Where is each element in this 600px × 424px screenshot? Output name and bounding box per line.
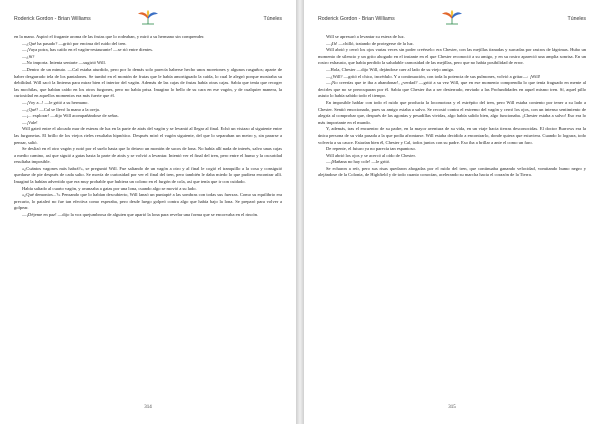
paragraph: en la mano. Aspiró el fragante aroma de las frutas que lo rodeaban, y miró a su hermano sin comprender. — [14, 34, 205, 39]
page-header — [318, 12, 586, 26]
paragraph: —No importa. Intenta sentarte —sugirió Will. — [22, 60, 106, 66]
page-number: 315 — [448, 405, 456, 410]
paragraph: Will gateó entre el alocado mar de esteras de luz en la parte de atrás del vagón y se levantó al llegar al final. Echó un vistazo al siguiente entre las furgonetas. El brillo de los viejos rieles resultaba hipnótico. Después miró el vagón siguiente, del que lo separaban un metro y, sin pararse a pensar, saltó. — [14, 126, 282, 145]
left-page — [0, 0, 296, 424]
paragraph: Se deslizó en el otro vagón y notó por el suelo hasta que lo detuvo un montón de sacos de lona. No había allí nada de interés, salvo unas cajas a medio camino, así que siguió a gatas hasta la parte de atrás y se volvió a levantar. Intentó ver el final del tren, pero entre el humo y la oscuridad resultaba imposible. — [14, 146, 282, 165]
header-author: Roderick Gordon - Brian Williams — [318, 16, 395, 22]
page-number: 314 — [144, 405, 152, 410]
paragraph: Will abrió y cerró los ojos varias veces sin poder creérselo: era Chester, con las mejillas tiznadas y surcadas por rastros de lágrimas. Hubo un momento de silencio y un grito ahogado en el instante en el que Chester reconoció a su amigo, y en su rostro apareció una amplia sonrisa. En un rostro exhausto, que había perdido la saludable carnosidad de las mejillas, pero que no había posibilidad de error. — [318, 47, 586, 66]
paragraph: Will abrió los ojos y se acercó al oído de Chester. — [326, 152, 416, 158]
paragraph: En imposible hablar con todo el ruido que producía la locomotora y el estrépito del tren, pero Will estaba contento por tener a su lado a Chester. Sentió emocionado, pues su amigo estaba a salvo. Se recostó contra el extremo del vagón y cerró los ojos, con un intenso sentimiento de alegría al comprobar que, después de las agonías y pesadillas vividas, algo había salido bien, algo funcionaba. ¡Chester estaba a salvo! Eso era lo más importante en el mundo. — [318, 99, 586, 125]
paragraph: —¡Vale! — [22, 119, 38, 125]
paragraph: —¡Mañana no hay cole! —le gritó. — [326, 159, 391, 165]
paragraph: Will se apresuró a levantar su estera de luz. — [326, 34, 405, 39]
book-gutter — [296, 0, 304, 424]
paragraph: De repente, el futuro ya no parecía tan espantoso. — [326, 146, 416, 152]
page-header — [14, 12, 282, 26]
page-body — [14, 34, 282, 219]
paragraph: —¿Qué? —Cal se llevó la mano a la oreja. — [22, 106, 100, 112]
paragraph: —Dentro de un minuto. —Cal estaba aturdido, pero por lo demás solo parecía haberse hecho unos moretones y algunos rasguños; aparte de haber desgarrado tela de los pantalones. Se tumbó en el montón de frutas que le había amortiguado la caída, lo cual le alegró porque mostraba su debilidad. Will sacó la linterna para mirar bien el interior del vagón. Además de las cajas de frutas había otras cajas. Sabía que tenía que recoger las mochilas, que habían caído en los otros furgones, pero no había prisa. Imagino lo bello de su cara en ese vagón, y de cualquier manera, la curiosidad en aquellos momentos era más fuerte que él. — [14, 66, 282, 99]
page-body — [318, 34, 586, 179]
paragraph: Y, además, tras el encuentro de su padre, en la mayor aventura de su vida, en un viaje hacia tierras desconocidas. El doctor Burrows era la única persona de su vida pasada a la que podía afrontarse. Will estaba decidido a encontrarlo, donde quiera que estuviera. Cuando lo lograra, todo volvería a su cauce. Estarían bien él, Chester y Cal, todos juntos con su padre. Eso iba a brillar a ante el como un faro. — [318, 126, 586, 145]
right-page — [304, 0, 600, 424]
header-author: Roderick Gordon - Brian Williams — [14, 16, 91, 22]
publisher-logo-icon — [136, 10, 160, 26]
paragraph: —¡Voy a...! —le gritó a su hermano. — [22, 99, 89, 105]
paragraph: —¡Ih! —chilló, tratando de protegerse de la luz. — [326, 40, 414, 46]
paragraph: —Hola, Chester —dijo Will, dejándose caer al lado de su viejo amigo. — [326, 66, 455, 72]
header-title: Túneles — [263, 16, 282, 22]
paragraph: —¿Qué ha pasado? —gritó por encima del ruido del tren. — [22, 40, 127, 46]
paragraph: «¿Qué demonios...?» Pensando que lo habían descubierto, Will lanzó un puntapié a las sombras con todas sus fuerzas. Como su equilibrio era precario, lo pataleó no fue tan efectiva como esperaba, pero desde luego golpeó contra algo que había bajo la lona. Se preparó para volver a golpear. — [14, 192, 282, 211]
publisher-logo-icon — [440, 10, 464, 26]
paragraph: —¿Will? —gritó el chico, incrédulo. Y a continuación, con toda la potencia de sus pulmones, volvió a gritar—: ¡Will! — [326, 73, 541, 79]
header-title: Túneles — [567, 16, 586, 22]
paragraph: —¡Vaya potra, has caído en el vagón-restaurante! —se rió entre dientes. — [22, 47, 154, 53]
paragraph: —¡No creerías que te iba a abandonar!, ¿verdad? —gritó a su vez Will, que en ese momento comprendía lo que tenía fraguado en mente al decirles que no se preocuparan por él. Sabía que Chester iba a ser desterrado, enviado a las Profundidades en aquel mismo tren. Sí, aquel pillo astuto lo había sabido todo el tiempo. — [318, 80, 586, 99]
paragraph: —¿Sí? — [22, 53, 35, 59]
paragraph: Se echaron a reír, pero sus risas quedaron ahogadas por el ruido del tren, que continuaba ganando velocidad, vomitando humo negro y alejándose de la Colonia, de Highfield y de todo cuanto conocían, acelerando su marcha hacia el corazón de la Tierra. — [318, 165, 586, 178]
paragraph: «¿Cuántos vagones más habrá?», se preguntó Will. Fue saltando de un vagón a otro y al final le cogió el tranquillo a la cosa y consiguió quedarse de pie después de cada salto. Se movía de curiosidad por ver el final del tren, pero también le daba miedo lo que pudiera encontrar allí. Imaginó la habían advertido que era muy probable que hubiera un colono en el furgón de cola, así que tenía que ir con cuidado. — [14, 165, 282, 185]
paragraph: Había saltado al cuarto vagón, y avanzaba a gatas por una lona, cuando algo se movió a su lado. — [22, 185, 197, 191]
paragraph: —¡... explorar! —dijo Will acompañándose de señas. — [22, 113, 119, 119]
paragraph: —¡Déjeme en paz! —dijo la voz quejumbrosa de alguien que apartó la lona para revelar una forma que se encorvaba en el rincón. — [22, 212, 259, 218]
